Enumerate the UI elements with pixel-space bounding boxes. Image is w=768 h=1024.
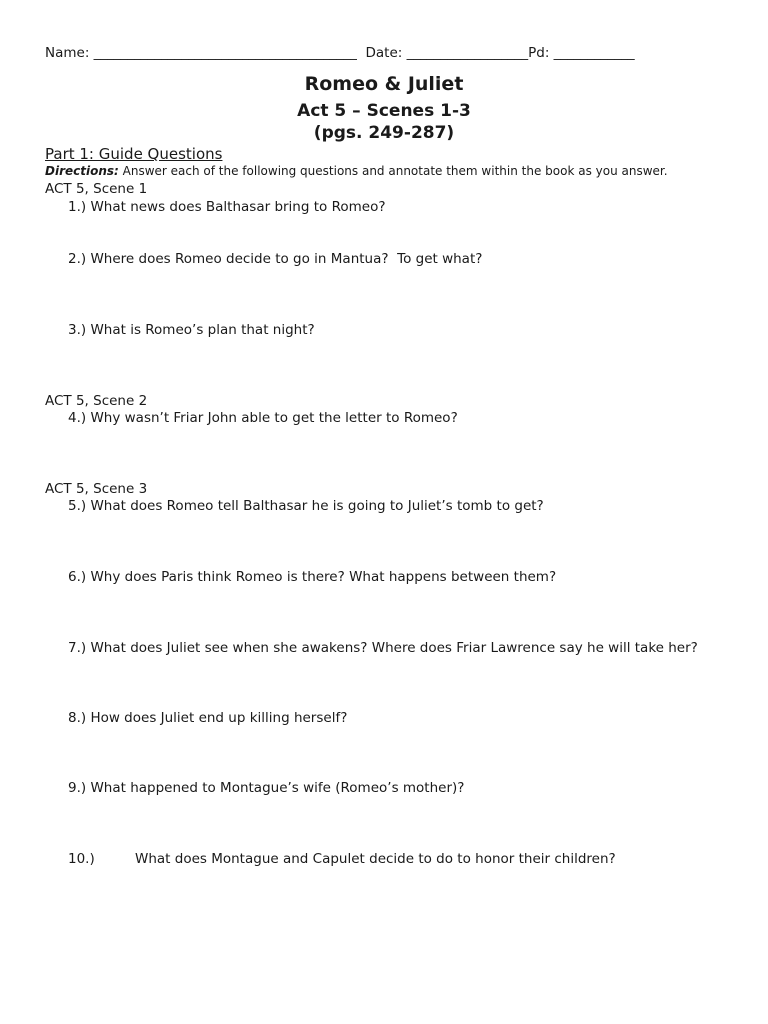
question-6: 6.) Why does Paris think Romeo is there? What happens between them?: [68, 569, 557, 585]
scene-heading-2: ACT 5, Scene 2: [45, 393, 148, 409]
question-7: 7.) What does Juliet see when she awakens? Where does Friar Lawrence say he will take her?: [68, 640, 698, 656]
question-4: 4.) Why wasn’t Friar John able to get the letter to Romeo?: [68, 410, 458, 426]
question-8: 8.) How does Juliet end up killing herself?: [68, 710, 348, 726]
page-range-subtitle: (pgs. 249-287): [313, 123, 455, 143]
worksheet-title: Romeo & Juliet: [304, 73, 464, 95]
directions-text: Answer each of the following questions and annotate them within the book as you answer.: [118, 164, 668, 178]
name-date-period-line: Name: _______________________________________ Date: __________________Pd: ____________: [45, 45, 635, 61]
question-9: 9.) What happened to Montague’s wife (Romeo’s mother)?: [68, 780, 465, 796]
question-2: 2.) Where does Romeo decide to go in Mantua? To get what?: [68, 251, 483, 267]
scene-heading-1: ACT 5, Scene 1: [45, 181, 148, 197]
scene-heading-3: ACT 5, Scene 3: [45, 481, 148, 497]
question-5: 5.) What does Romeo tell Balthasar he is going to Juliet’s tomb to get?: [68, 498, 544, 514]
act-scenes-subtitle: Act 5 – Scenes 1-3: [297, 101, 471, 121]
question-10-number: 10.): [68, 851, 95, 867]
question-1: 1.) What news does Balthasar bring to Romeo?: [68, 199, 386, 215]
question-10: What does Montague and Capulet decide to do to honor their children?: [135, 851, 616, 867]
directions-line: [45, 164, 668, 178]
question-3: 3.) What is Romeo’s plan that night?: [68, 322, 315, 338]
part1-heading: Part 1: Guide Questions: [45, 145, 223, 163]
directions-label: Directions:: [45, 164, 119, 178]
